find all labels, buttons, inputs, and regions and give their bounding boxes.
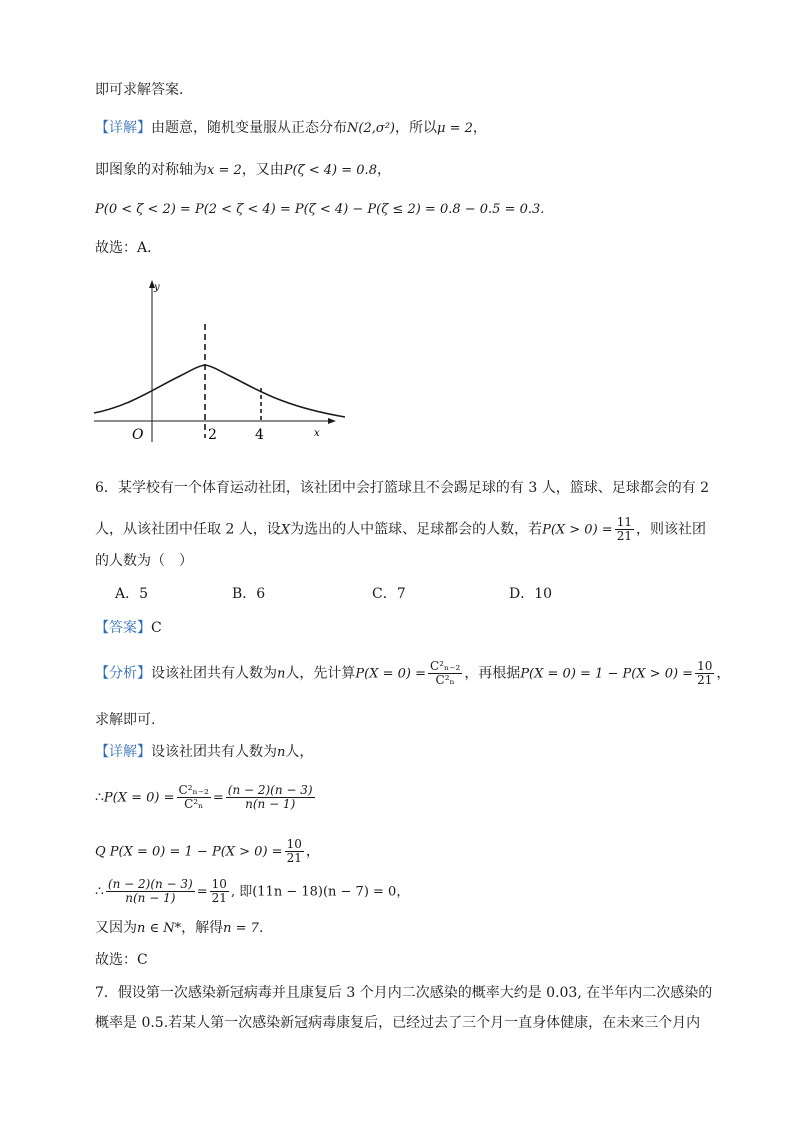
detail-tag: 【详解】	[95, 744, 151, 760]
fraction: $\frac{11}{21}$	[616, 515, 632, 543]
question-6-line-1: 6．某学校有一个体育运动社团，该社团中会打篮球且不会踢足球的有 3 人，篮球、足球都会的有 2	[95, 480, 710, 496]
tick-label-4: 4	[255, 427, 264, 443]
fraction: $\frac{10}{21}$	[286, 837, 302, 865]
option-a: A．5	[115, 586, 149, 602]
fraction: $\frac{10}{21}$	[697, 659, 713, 687]
option-b: B．6	[232, 586, 266, 602]
question-6-line-3: 的人数为（ ）	[95, 553, 193, 569]
analysis-tag: 【分析】	[95, 665, 151, 682]
fraction: $\frac{\text{C²ₙ₋₂}}{\text{C²ₙ}}$	[178, 783, 209, 811]
step-2: Q P(X = 0) = 1 − P(X > 0) = $\frac{10}{21}$ ，	[95, 837, 320, 865]
origin-label: O	[132, 427, 144, 443]
tick-label-2: 2	[208, 427, 217, 443]
fraction: $\frac{(n - 2)(n - 3)}{n(n - 1)}$	[107, 877, 193, 905]
step-1: ∴P(X = 0) = $\frac{\text{C²ₙ₋₂}}{\text{C²ₙ}}$ = $\frac{(n - 2)(n - 3)}{n(n - 1)}$	[95, 783, 313, 811]
y-label: y	[154, 282, 160, 293]
answer-line: 【答案】C	[95, 620, 162, 636]
detail-tag: 【详解】	[95, 120, 151, 136]
question-6-line-2: 人，从该社团中任取 2 人，设X为选出的人中篮球、足球都会的人数，若P(X > 0) = $\frac{11}{21}$ ，则该社团	[95, 515, 706, 543]
text-line: 【详解】由题意，随机变量服从正态分布N(2,σ²)，所以μ = 2，	[95, 120, 487, 136]
text-line: 即图象的对称轴为x = 2，又由P(ζ < 4) = 0.8，	[95, 162, 391, 178]
normal-distribution-graph	[90, 278, 352, 446]
question-7-line-2: 概率是 0.5.若某人第一次感染新冠病毒康复后，已经过去了三个月一直身体健康，在未来三个月内	[95, 1015, 701, 1031]
text-line: 即可求解答案．	[95, 82, 193, 98]
text-line: 故选：C	[95, 952, 148, 968]
text-line: 故选：A．	[95, 240, 162, 256]
answer-tag: 【答案】	[95, 620, 151, 636]
bell-curve	[94, 365, 345, 417]
x-label: x	[314, 428, 320, 439]
fraction: $\frac{10}{21}$	[211, 877, 227, 905]
step-4: 又因为n ∈ N*，解得n = 7.	[95, 920, 264, 936]
analysis-line: 【分析】设该社团共有人数为n人，先计算P(X = 0) = $\frac{\text{C²ₙ₋₂}}{\text{C²ₙ}}$ ，再根据P(X = 0) = 1 − P(X > 0) = $\frac{10}{21}$ ，	[95, 659, 731, 687]
detail-line: 【详解】设该社团共有人数为n人，	[95, 744, 314, 760]
option-c: C．7	[372, 586, 406, 602]
fraction: $\frac{\text{C²ₙ₋₂}}{\text{C²ₙ}}$	[429, 659, 461, 687]
x-axis-arrow	[328, 418, 336, 424]
step-3: ∴ $\frac{(n - 2)(n - 3)}{n(n - 1)}$ = $\frac{10}{21}$ , 即(11n − 18)(n − 7) = 0，	[95, 877, 410, 905]
option-d: D．10	[509, 586, 553, 602]
fraction: $\frac{(n - 2)(n - 3)}{n(n - 1)}$	[227, 783, 313, 811]
question-7-line-1: 7．假设第一次感染新冠病毒并且康复后 3 个月内二次感染的概率大约是 0.03, 在半年内二次感染的	[95, 985, 713, 1001]
formula-line: P(0 < ζ < 2) = P(2 < ζ < 4) = P(ζ < 4) − P(ζ ≤ 2) = 0.8 − 0.5 = 0.3.	[95, 202, 545, 217]
text-line: 求解即可.	[95, 712, 156, 728]
